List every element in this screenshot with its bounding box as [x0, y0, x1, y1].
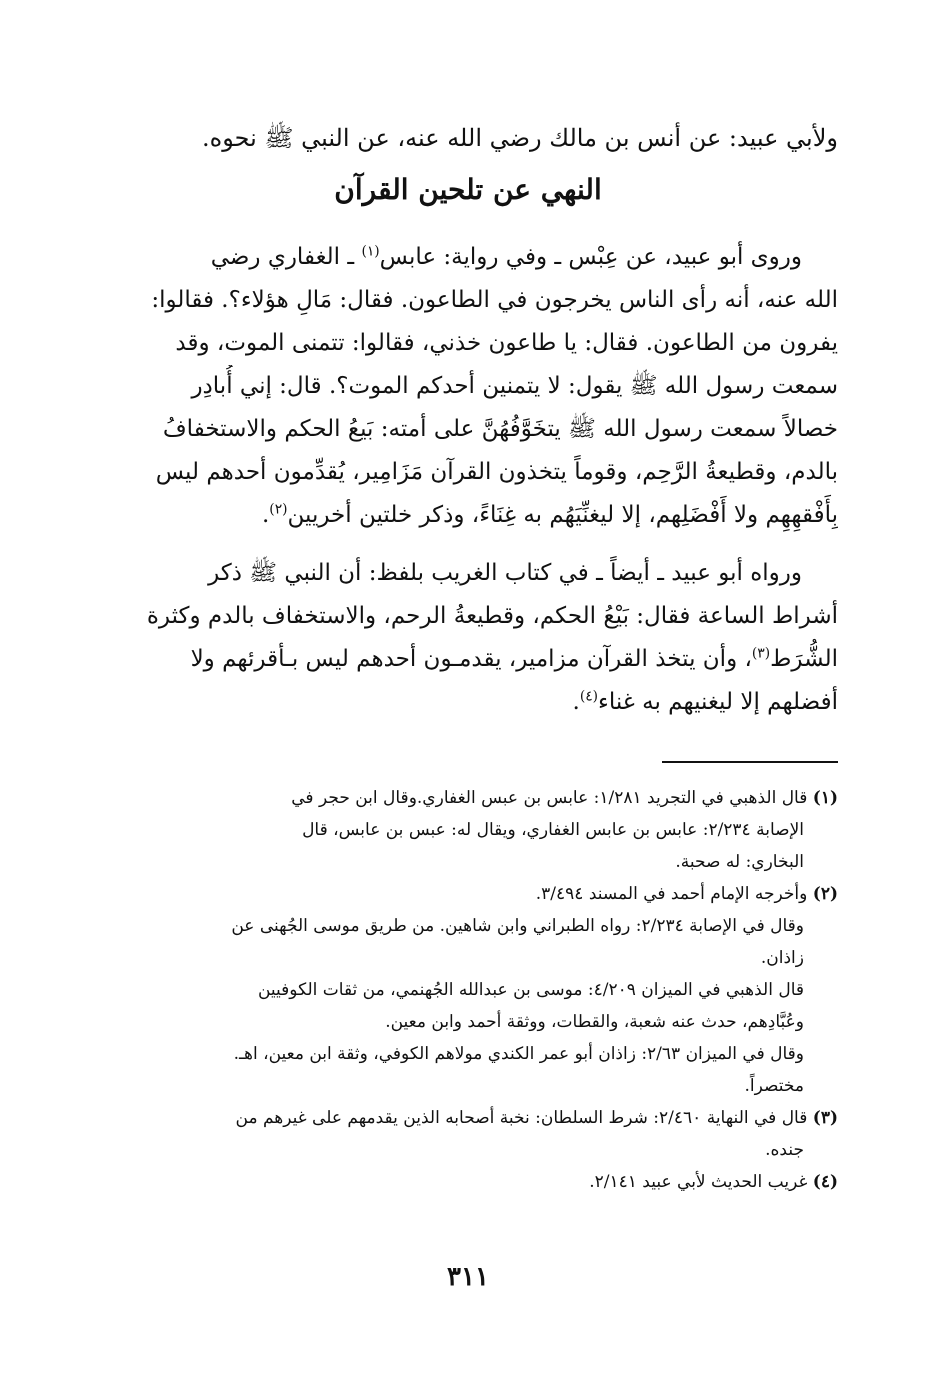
paragraph-line: سمعت رسول الله ﷺ يقول: لا يتمنين أحدكم الموت؟. قال: إني أُبادِر [191, 373, 838, 399]
footnote-line [98, 1102, 838, 1134]
footnote-line: البخاري: له صحبة. [675, 852, 804, 872]
paragraph-line [98, 638, 838, 681]
text-run: . [261, 502, 270, 528]
text-run: . [572, 689, 580, 715]
footnote-line [98, 878, 838, 910]
page-number: ٣١١ [447, 1262, 489, 1292]
footnote-3 [98, 1102, 838, 1166]
paragraph-line [98, 494, 838, 537]
footnote-line: الإصابة ٢/٢٣٤: عابس بن عابس الغفاري، ويقال له: عبس بن عابس، قال [302, 820, 804, 840]
text-run: أفضلهم إلا ليغنيهم به غناء [598, 689, 838, 715]
text-run: وأخرجه الإمام أحمد في المسند ٣/٤٩٤. [535, 884, 808, 904]
paragraph-line [98, 236, 838, 279]
paragraph-line: الله عنه، أنه رأى الناس يخرجون في الطاعون. فقال: مَالِ هؤلاء؟. فقالوا: [151, 287, 838, 313]
footnote-marker-2: (٢) [269, 501, 288, 518]
paragraph-line: بالدم، وقطيعةُ الرَّحِم، وقوماً يتخذون القرآن مَزَامِير، يُقدِّمون أحدهم ليس [155, 459, 838, 485]
text-run: غريب الحديث لأبي عبيد ٢/١٤١. [589, 1172, 808, 1192]
text-run: الشُّرَط [770, 646, 838, 672]
paragraph-line: يفرون من الطاعون. فقال: يا طاعون خذني، فقالوا: تتمنى الموت، وقد [175, 330, 838, 356]
footnote-number: (١) [812, 788, 838, 808]
paragraph-2 [98, 552, 838, 724]
footnote-line: وقال في الميزان ٢/٦٣: زاذان أبو عمر الكندي مولاهم الكوفي، وثقة ابن معين، اهـ. [233, 1044, 804, 1064]
text-run: ، وأن يتخذ القرآن مزامير، يقدمـون أحدهم ليس بـأقرئهم ولا [190, 646, 752, 672]
footnote-line: جنده. [765, 1140, 804, 1160]
paragraph-line [98, 681, 838, 724]
footnote-line: مختصراً. [744, 1076, 804, 1096]
footnote-line [98, 1166, 838, 1198]
footnote-number: (٢) [812, 884, 838, 904]
footnote-number: (٤) [812, 1172, 838, 1192]
footnote-separator [662, 761, 838, 763]
footnote-number: (٣) [812, 1108, 838, 1128]
footnote-marker-1: (١) [361, 243, 380, 260]
footnotes [98, 782, 838, 1198]
footnote-line: وعُبَّادِهم، حدث عنه شعبة، والقطات، ووثقة أحمد وابن معين. [385, 1012, 804, 1032]
text-run: قال الذهبي في التجريد ١/٢٨١: عابس بن عبس الغفاري.وقال ابن حجر في [291, 788, 808, 808]
footnote-2 [98, 878, 838, 1102]
text-run: ـ الغفاري رضي [210, 244, 362, 270]
footnote-line: زاذان. [760, 948, 804, 968]
footnote-line: قال الذهبي في الميزان ٤/٢٠٩: موسى بن عبدالله الجُهنمي، من ثقات الكوفيين [257, 980, 804, 1000]
text-run: بِأَفْقهِهِم ولا أَفْضَلِهم، إلا ليغنِّيَهُم به غِنَاءً، وذكر خلتين أخريين [287, 502, 838, 528]
paragraph-1 [98, 236, 838, 537]
paragraph-line: أشراط الساعة فقال: بَيْعُ الحكم، وقطيعةُ الرحم، والاستخفاف بالدم وكثرة [146, 603, 838, 629]
footnote-line: وقال في الإصابة ٢/٢٣٤: رواه الطبراني وابن شاهين. من طريق موسى الجُهنى عن [231, 916, 804, 936]
footnote-line [98, 782, 838, 814]
footnote-1 [98, 782, 838, 878]
intro-sentence: ولأبي عبيد: عن أنس بن مالك رضي الله عنه، عن النبي ﷺ نحوه. [202, 124, 838, 152]
text-run: قال في النهاية ٢/٤٦٠: شرط السلطان: نخبة أصحابه الذين يقدمهم على غيرهم من [235, 1108, 808, 1128]
footnote-4 [98, 1166, 838, 1198]
paragraph-line: خصالاً سمعت رسول الله ﷺ يتخَوَّفُهُنَّ على أمته: بَيعُ الحكم والاستخفافُ [162, 416, 838, 442]
footnote-marker-4: (٤) [579, 688, 599, 705]
footnote-marker-3: (٣) [751, 645, 771, 662]
section-heading: النهي عن تلحين القرآن [334, 173, 602, 206]
text-run: وروى أبو عبيد، عن عِبْس ـ وفي رواية: عابس [379, 244, 802, 270]
paragraph-line: ورواه أبو عبيد ـ أيضاً ـ في كتاب الغريب بلفظ: أن النبي ﷺ ذكر [208, 560, 802, 586]
